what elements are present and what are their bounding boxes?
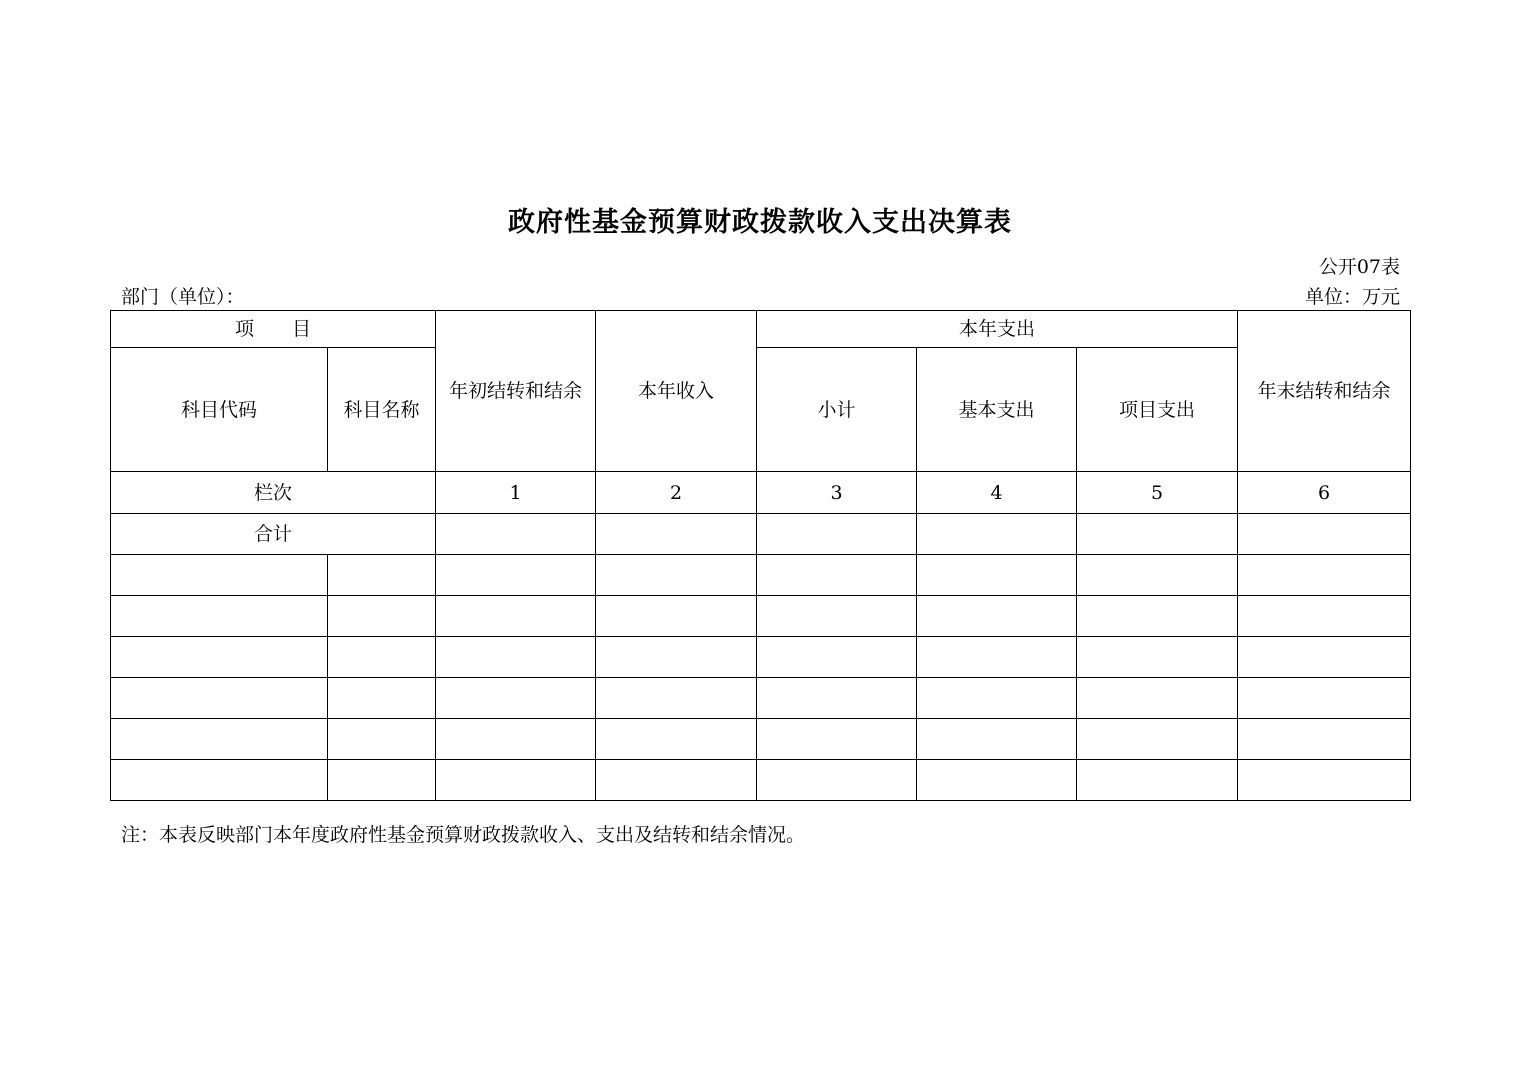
header-subtotal: 小计 — [757, 348, 917, 472]
column-index-row — [111, 472, 1411, 514]
footnote: 注：本表反映部门本年度政府性基金预算财政拨款收入、支出及结转和结余情况。 — [121, 824, 806, 846]
department-label: 部门（单位）： — [121, 286, 245, 308]
page-title: 政府性基金预算财政拨款收入支出决算表 — [508, 207, 1012, 238]
column-number: 3 — [757, 472, 917, 514]
table-cell — [1238, 555, 1411, 596]
table-cell — [1238, 596, 1411, 637]
table-cell — [328, 555, 436, 596]
table-cell — [596, 678, 757, 719]
table-cell — [757, 719, 917, 760]
header-current-income: 本年收入 — [596, 311, 757, 472]
header-project-expense: 项目支出 — [1077, 348, 1238, 472]
table-cell — [757, 555, 917, 596]
table-row — [111, 760, 1411, 801]
table-cell — [1238, 514, 1411, 555]
table-cell — [328, 637, 436, 678]
table-cell — [436, 555, 596, 596]
table-cell — [436, 719, 596, 760]
table-cell — [328, 719, 436, 760]
table-cell — [596, 760, 757, 801]
table-cell — [917, 760, 1077, 801]
header-ending-balance: 年末结转和结余 — [1238, 311, 1411, 472]
table-row — [111, 596, 1411, 637]
table-cell — [1238, 678, 1411, 719]
column-number: 2 — [596, 472, 757, 514]
table-cell — [757, 678, 917, 719]
table-cell — [436, 637, 596, 678]
table-cell — [917, 514, 1077, 555]
table-cell — [436, 678, 596, 719]
table-cell — [1077, 555, 1238, 596]
table-cell — [111, 596, 328, 637]
table-cell — [111, 678, 328, 719]
form-code: 公开07表 — [1318, 256, 1400, 278]
table-cell — [1077, 514, 1238, 555]
table-cell — [596, 637, 757, 678]
table-cell — [436, 514, 596, 555]
table-cell — [917, 637, 1077, 678]
header-current-expense: 本年支出 — [757, 311, 1238, 348]
table-cell — [111, 719, 328, 760]
table-cell — [436, 760, 596, 801]
table-cell — [111, 760, 328, 801]
table-cell — [111, 637, 328, 678]
table-cell — [917, 555, 1077, 596]
table-cell — [917, 678, 1077, 719]
table-cell — [1077, 760, 1238, 801]
table-cell — [596, 719, 757, 760]
table-cell — [917, 719, 1077, 760]
table-cell — [328, 596, 436, 637]
header-subject-code: 科目代码 — [111, 348, 328, 472]
table-cell — [1238, 637, 1411, 678]
header-basic-expense: 基本支出 — [917, 348, 1077, 472]
total-row — [111, 514, 1411, 555]
budget-table — [110, 310, 1411, 801]
table-cell — [757, 637, 917, 678]
table-cell — [757, 760, 917, 801]
table-row — [111, 637, 1411, 678]
table-cell — [436, 596, 596, 637]
column-number: 5 — [1077, 472, 1238, 514]
header-subject-name: 科目名称 — [328, 348, 436, 472]
table-cell — [1238, 719, 1411, 760]
table-cell — [1077, 719, 1238, 760]
table-cell — [111, 555, 328, 596]
table-cell — [917, 596, 1077, 637]
column-number: 1 — [436, 472, 596, 514]
table-cell — [596, 514, 757, 555]
table-row — [111, 678, 1411, 719]
column-number: 6 — [1238, 472, 1411, 514]
table-cell — [1077, 596, 1238, 637]
table-cell — [596, 596, 757, 637]
table-cell — [1238, 760, 1411, 801]
table-row — [111, 555, 1411, 596]
table-row — [111, 719, 1411, 760]
table-cell — [757, 514, 917, 555]
column-number: 4 — [917, 472, 1077, 514]
total-label: 合计 — [111, 514, 436, 555]
header-beginning-balance: 年初结转和结余 — [436, 311, 596, 472]
table-cell — [328, 678, 436, 719]
column-index-label: 栏次 — [111, 472, 436, 514]
table-cell — [1077, 678, 1238, 719]
unit-label: 单位：万元 — [1304, 286, 1400, 308]
table-cell — [1077, 637, 1238, 678]
table-cell — [596, 555, 757, 596]
header-item: 项 目 — [111, 311, 436, 348]
table-cell — [757, 596, 917, 637]
table-cell — [328, 760, 436, 801]
